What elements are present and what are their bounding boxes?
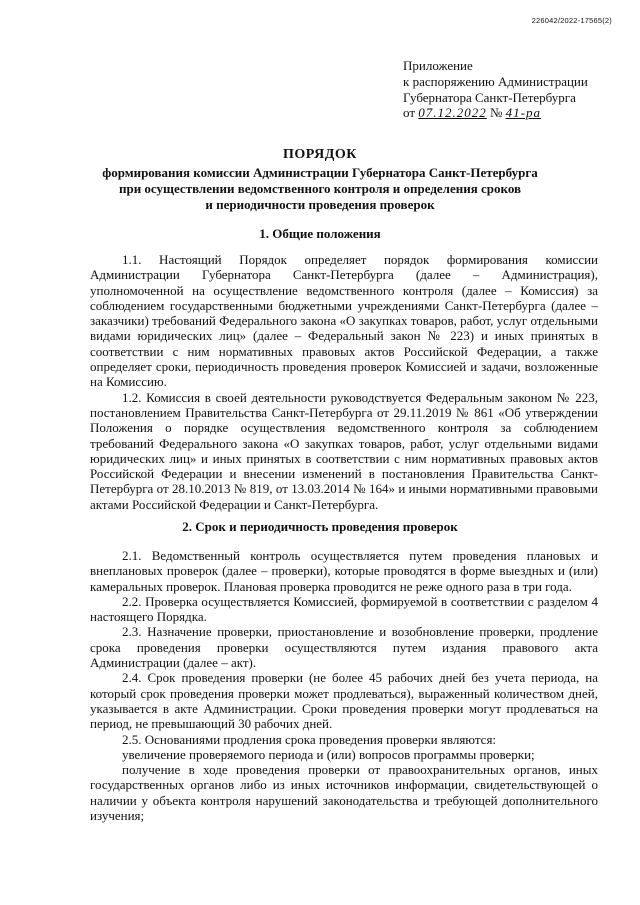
section-2-heading: 2. Срок и периодичность проведения проверок <box>182 519 458 534</box>
paragraph-2-4: 2.4. Срок проведения проверки (не более 45 рабочих дней без учета периода, на который срок проведения проверки может продлеваться), выраженный количеством дней, указывается в акте Администрации. Сроки проведения проверки могут продлеваться на период, не превышающий 30 рабочих дней. <box>90 670 598 732</box>
section-2-body <box>90 548 598 823</box>
appendix-line-2: к распоряжению Администрации <box>403 73 588 89</box>
decree-date: 07.12.2022 <box>418 105 487 121</box>
paragraph-2-5-item-1: увеличение проверяемого периода и (или) вопросов программы проверки; <box>122 746 535 762</box>
paragraph-2-5: 2.5. Основаниями продления срока проведения проверки являются: <box>122 731 497 747</box>
from-label: от <box>403 105 416 121</box>
paragraph-1-1: 1.1. Настоящий Порядок определяет порядок формирования комиссии Администрации Губернатора Санкт-Петербурга (далее – Администрация), уполномоченной на осуществление ведомственного контроля (далее – Комиссия) за соблюдением государственными бюджетными учреждениями Санкт-Петербурга (далее – заказчики) требований Федерального закона «О закупках товаров, работ, услуг отдельными видами юридических лиц» (далее – Федеральный закон № 223) и иных принятых в соответствии с ним нормативных правовых актов Российской Федерации, а также определяет сроки, периодичность проведения проверок Комиссией и задачи, возложенные на Комиссию. <box>90 252 598 390</box>
paragraph-1-2: 1.2. Комиссия в своей деятельности руководствуется Федеральным законом № 223, постановлением Правительства Санкт-Петербурга от 29.11.2019 № 861 «Об утверждении Положения о порядке осуществления ведомственного контроля за соблюдением требований Федерального закона «О закупках товаров, работ, услуг отдельными видами юридических лиц» и иных принятых в соответствии с ним нормативных правовых актов Российской Федерации и внесении изменений в постановления Правительства Санкт-Петербурга от 28.10.2013 № 819, от 13.03.2014 № 164» и иными нормативными правовыми актами Российской Федерации и Санкт-Петербурга. <box>90 389 598 512</box>
subtitle-line-1: формирования комиссии Администрации Губернатора Санкт-Петербурга <box>102 165 538 180</box>
section-1-heading: 1. Общие положения <box>259 226 381 241</box>
paragraph-2-5-item-2: получение в ходе проведения проверки от правоохранительных органов, иных государственных органов либо из иных источников информации, свидетельствующей о наличии у объекта контроля нарушений законодательства и требующей дополнительного изучения; <box>90 762 598 824</box>
appendix-date-line <box>403 105 588 121</box>
document-title: ПОРЯДОК <box>283 147 357 162</box>
appendix-line-1: Приложение <box>403 58 473 73</box>
number-label: № <box>490 105 503 121</box>
appendix-block <box>403 58 588 121</box>
section-1-body <box>90 252 598 512</box>
paragraph-2-1: 2.1. Ведомственный контроль осуществляется путем проведения плановых и внеплановых проверок (далее – проверки), которые проводятся в форме выездных и (или) камеральных проверок. Плановая проверка проводится не реже одного раза в три года. <box>90 548 598 594</box>
appendix-line-3: Губернатора Санкт-Петербурга <box>403 89 576 105</box>
paragraph-2-3: 2.3. Назначение проверки, приостановление и возобновление проверки, продление срока проведения проверки осуществляются путем издания правового акта Администрации (далее – акт). <box>90 624 598 671</box>
document-number: 226042/2022-17565(2) <box>531 16 612 25</box>
decree-number: 41-ра <box>505 105 542 121</box>
paragraph-2-2: 2.2. Проверка осуществляется Комиссией, формируемой в соответствии с разделом 4 настоящего Порядка. <box>90 593 598 625</box>
subtitle-line-3: и периодичности проведения проверок <box>205 197 435 212</box>
document-subtitle <box>90 165 550 213</box>
subtitle-line-2: при осуществлении ведомственного контроля и определения сроков <box>118 181 522 196</box>
